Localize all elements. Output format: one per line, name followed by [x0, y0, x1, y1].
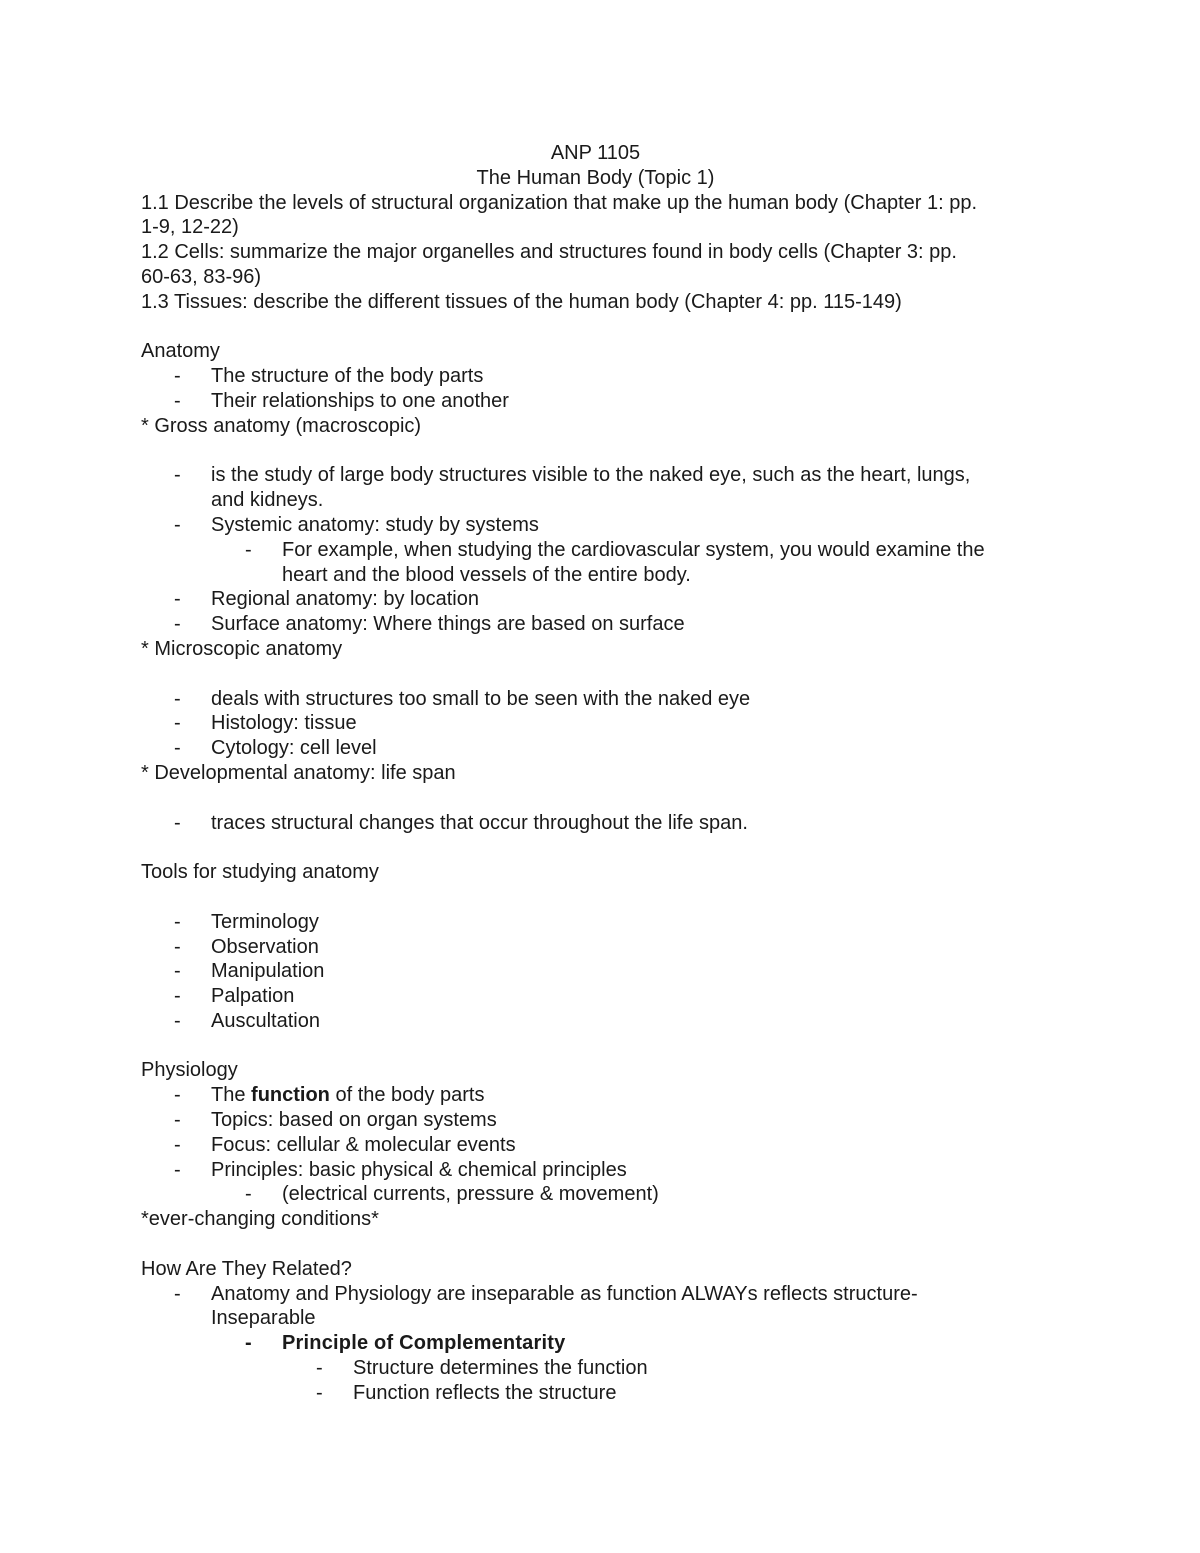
principle-of-complementarity: Principle of Complementarity: [282, 1332, 566, 1355]
learning-objectives: [141, 191, 1050, 315]
objective-2-line1: 1.2 Cells: summarize the major organelles and structures found in body cells (Chapter 3: pp.: [141, 241, 957, 264]
dash-bullet: -: [174, 613, 181, 636]
ever-changing-note: *ever-changing conditions*: [141, 1208, 379, 1231]
complementarity-sublist: [141, 1356, 1050, 1406]
dash-bullet: -: [174, 513, 181, 536]
list-item: - is the study of large body structures visible to the naked eye, such as the heart, lungs, and kidneys.: [174, 464, 971, 512]
dash-bullet: -: [174, 910, 181, 933]
list-item: - Anatomy and Physiology are inseparable as function ALWAYs reflects structure- Inseparable: [174, 1282, 918, 1330]
gross-anatomy-label: * Gross anatomy (macroscopic): [141, 414, 422, 437]
tools-list: [141, 910, 1050, 1034]
spacer: [141, 885, 1050, 910]
principles-sublist: [141, 1182, 1050, 1207]
dash-bullet: -: [174, 1282, 181, 1305]
list-item: - The structure of the body parts: [174, 365, 484, 388]
dash-bullet: -: [316, 1381, 323, 1404]
spacer: [141, 439, 1050, 464]
list-item: - Principles: basic physical & chemical principles: [174, 1158, 627, 1181]
dash-bullet: -: [174, 960, 181, 983]
list-item: - Surface anatomy: Where things are based on surface: [174, 613, 685, 636]
list-item: - Regional anatomy: by location: [174, 588, 479, 611]
anatomy-list: [141, 364, 1050, 414]
physiology-list: [141, 1083, 1050, 1182]
dash-bullet: -: [174, 1009, 181, 1032]
dash-bullet: -: [174, 985, 181, 1008]
spacer: [141, 315, 1050, 340]
dash-bullet: -: [174, 712, 181, 735]
list-item: - Histology: tissue: [174, 712, 357, 735]
topic-title: The Human Body (Topic 1): [476, 166, 715, 189]
related-list: [141, 1282, 1050, 1332]
dash-bullet: -: [245, 1183, 252, 1206]
tools-heading: Tools for studying anatomy: [141, 861, 379, 884]
dash-bullet: -: [316, 1357, 323, 1380]
dash-bullet: -: [174, 687, 181, 710]
title-block: [141, 141, 1050, 191]
list-item: - Palpation: [174, 985, 295, 1008]
related-heading: How Are They Related?: [141, 1257, 352, 1280]
list-item: - traces structural changes that occur throughout the life span.: [174, 811, 748, 834]
list-item: - Function reflects the structure: [316, 1381, 617, 1404]
list-item: - Auscultation: [174, 1009, 320, 1032]
list-item: - Focus: cellular & molecular events: [174, 1133, 516, 1156]
systemic-sublist: [141, 538, 1050, 588]
list-item: - The function of the body parts: [174, 1084, 485, 1107]
physiology-heading: Physiology: [141, 1059, 238, 1082]
microscopic-list: [141, 687, 1050, 761]
spacer: [141, 1034, 1050, 1059]
dash-bullet: -: [174, 737, 181, 760]
developmental-anatomy-label: * Developmental anatomy: life span: [141, 761, 456, 784]
anatomy-heading: Anatomy: [141, 340, 220, 363]
list-item: - deals with structures too small to be seen with the naked eye: [174, 687, 751, 710]
list-item: - Cytology: cell level: [174, 737, 377, 760]
dash-bullet: -: [245, 538, 252, 561]
dash-bullet: -: [174, 588, 181, 611]
list-item: - Their relationships to one another: [174, 389, 509, 412]
objective-3: 1.3 Tissues: describe the different tissues of the human body (Chapter 4: pp. 115-149): [141, 290, 902, 313]
list-item: - For example, when studying the cardiovascular system, you would examine the heart and the blood vessels of the entire body.: [245, 538, 985, 586]
dash-bullet: -: [174, 1109, 181, 1132]
developmental-list: [141, 811, 1050, 836]
dash-bullet: -: [245, 1332, 252, 1355]
spacer: [141, 662, 1050, 687]
dash-bullet: -: [174, 365, 181, 388]
dash-bullet: -: [174, 935, 181, 958]
list-item: - Systemic anatomy: study by systems: [174, 513, 539, 536]
gross-anatomy-list-cont: [141, 587, 1050, 637]
course-code: ANP 1105: [550, 142, 641, 164]
list-item: - Manipulation: [174, 960, 325, 983]
list-item: - (electrical currents, pressure & movement): [245, 1183, 659, 1206]
gross-anatomy-list: [141, 463, 1050, 537]
list-item: [141, 1331, 1050, 1356]
list-item: - Terminology: [174, 910, 319, 933]
spacer: [141, 835, 1050, 860]
list-item: - Observation: [174, 935, 319, 958]
dash-bullet: -: [174, 1084, 181, 1107]
objective-1-line1: 1.1 Describe the levels of structural organization that make up the human body (Chapter 1: pp.: [141, 191, 978, 214]
microscopic-anatomy-label: * Microscopic anatomy: [141, 637, 343, 660]
spacer: [141, 786, 1050, 811]
dash-bullet: -: [174, 464, 181, 487]
spacer: [141, 1232, 1050, 1257]
dash-bullet: -: [174, 389, 181, 412]
list-item: - Structure determines the function: [316, 1357, 648, 1380]
dash-bullet: -: [174, 1158, 181, 1181]
dash-bullet: -: [174, 811, 181, 834]
list-item: - Topics: based on organ systems: [174, 1109, 497, 1132]
objective-1-line2: 1-9, 12-22): [141, 216, 239, 239]
function-emphasis: function: [251, 1084, 330, 1107]
dash-bullet: -: [174, 1133, 181, 1156]
complementarity-list: [141, 1331, 1050, 1356]
objective-2-line2: 60-63, 83-96): [141, 265, 262, 288]
